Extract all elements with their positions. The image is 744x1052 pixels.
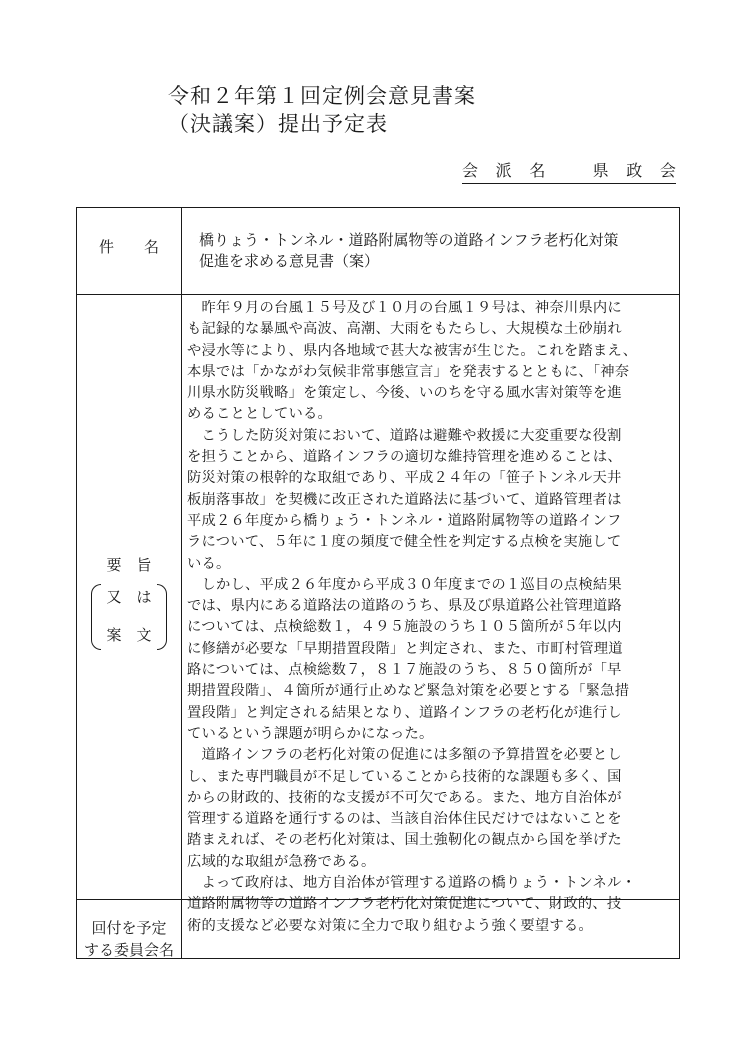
body-line: については、点検総数１，４９５施設のうち１０５箇所が５年以内 <box>187 619 622 636</box>
faction-label-char-3: 名 <box>529 161 546 180</box>
row-divider-1 <box>77 294 679 295</box>
body-line: も記録的な暴風や高波、高潮、大雨をもたらし、大規模な土砂崩れ <box>187 321 622 338</box>
body-line: 置段階」と判定される結果となり、道路インフラの老朽化が進行し <box>187 704 622 721</box>
faction-label-char-1: 会 <box>462 161 479 180</box>
body-line: めることとしている。 <box>187 406 332 423</box>
committee-label <box>77 917 181 961</box>
subject-line-2: 促進を求める意見書（案） <box>199 252 380 270</box>
committee-label-line-2: する委員会名 <box>83 941 174 959</box>
body-line: では、県内にある道路法の道路のうち、県及び県道路公社管理道路 <box>187 598 622 615</box>
title-line-1: 令和２年第１回定例会意見書案 <box>168 84 476 108</box>
body-line: を担うことから、道路インフラの適切な維持管理を進めることは、 <box>187 449 622 466</box>
proposal-table <box>76 207 680 959</box>
body-line: よって政府は、地方自治体が管理する道路の橋りょう・トンネル・ <box>187 875 636 892</box>
committee-row <box>77 899 679 960</box>
gist-label: 要 旨 <box>106 556 152 574</box>
alt-label-bottom: 案 文 <box>106 626 152 644</box>
faction-gap <box>563 160 575 182</box>
subject-label: 件 名 <box>98 238 159 256</box>
subject-line-1: 橋りょう・トンネル・道路附属物等の道路インフラ老朽化対策 <box>199 231 619 249</box>
committee-label-line-1: 回付を予定 <box>91 919 167 937</box>
body-line: 昨年９月の台風１５号及び１０月の台風１９号は、神奈川県内に <box>187 300 622 316</box>
body-line: 川県水防災戦略」を策定し、今後、いのちを守る風水害対策等を進 <box>187 385 622 402</box>
body-line: 平成２６年度から橋りょう・トンネル・道路附属物等の道路インフ <box>187 512 622 529</box>
document-title <box>168 82 628 138</box>
body-line: 路については、点検総数７，８１７施設のうち、８５０箇所が「早 <box>187 662 622 679</box>
faction-value-char-1: 県 <box>592 161 609 180</box>
body-line: 広域的な取組が急務である。 <box>187 853 376 870</box>
body-line: 本県では「かながわ気候非常事態宣言」を発表するとともに、「神奈 <box>187 363 630 380</box>
body-line: し、また専門職員が不足していることから技術的な課題も多く、国 <box>187 768 622 785</box>
body-line: や浸水等により、県内各地域で甚大な被害が生じた。これを踏まえ、 <box>187 342 638 359</box>
column-divider <box>181 208 182 958</box>
body-line: 道路インフラの老朽化対策の促進には多額の予算措置を必要とし <box>187 747 622 764</box>
body-line: 管理する道路を通行するのは、当該自治体住民だけではないことを <box>187 811 622 828</box>
body-line: しかし、平成２６年度から平成３０年度までの１巡目の点検結果 <box>187 576 622 593</box>
body-line: いる。 <box>187 555 231 572</box>
body-line: 期措置段階」、４箇所が通行止めなど緊急対策を必要とする「緊急措 <box>187 683 630 700</box>
body-line: 防災対策の根幹的な取組であり、平成２４年の「笹子トンネル天井 <box>187 470 622 487</box>
faction-value-char-2: 政 <box>626 161 643 180</box>
subject-text <box>199 230 669 272</box>
alt-label-group <box>91 580 167 654</box>
body-line: こうした防災対策において、道路は避難や救援に大変重要な役割 <box>187 427 622 444</box>
gist-body-text <box>187 298 675 937</box>
body-line: に修繕が必要な「早期措置段階」と判定され、また、市町村管理道 <box>187 640 623 657</box>
faction-line <box>462 160 676 184</box>
body-line: 踏まえれば、その老朽化対策は、国土強靭化の観点から国を挙げた <box>187 832 622 849</box>
body-line: 板崩落事故」を契機に改正された道路法に基づいて、道路管理者は <box>187 491 622 508</box>
alt-label-top: 又 は <box>106 588 152 606</box>
faction-label-char-2: 派 <box>495 161 512 180</box>
body-line: からの財政的、技術的な支援が不可欠である。また、地方自治体が <box>187 789 622 806</box>
body-line: 術的支援など必要な対策に全力で取り組むよう強く要望する。 <box>187 917 593 934</box>
faction-value-char-3: 会 <box>659 161 676 180</box>
body-line: 道路附属物等の道路インフラ老朽化対策促進について、財政的、技 <box>187 896 622 913</box>
body-line: ているという課題が明らかになった。 <box>187 725 434 742</box>
body-line: ラについて、５年に１度の頻度で健全性を判定する点検を実施して <box>187 534 622 551</box>
title-line-2: （決議案）提出予定表 <box>168 112 388 136</box>
